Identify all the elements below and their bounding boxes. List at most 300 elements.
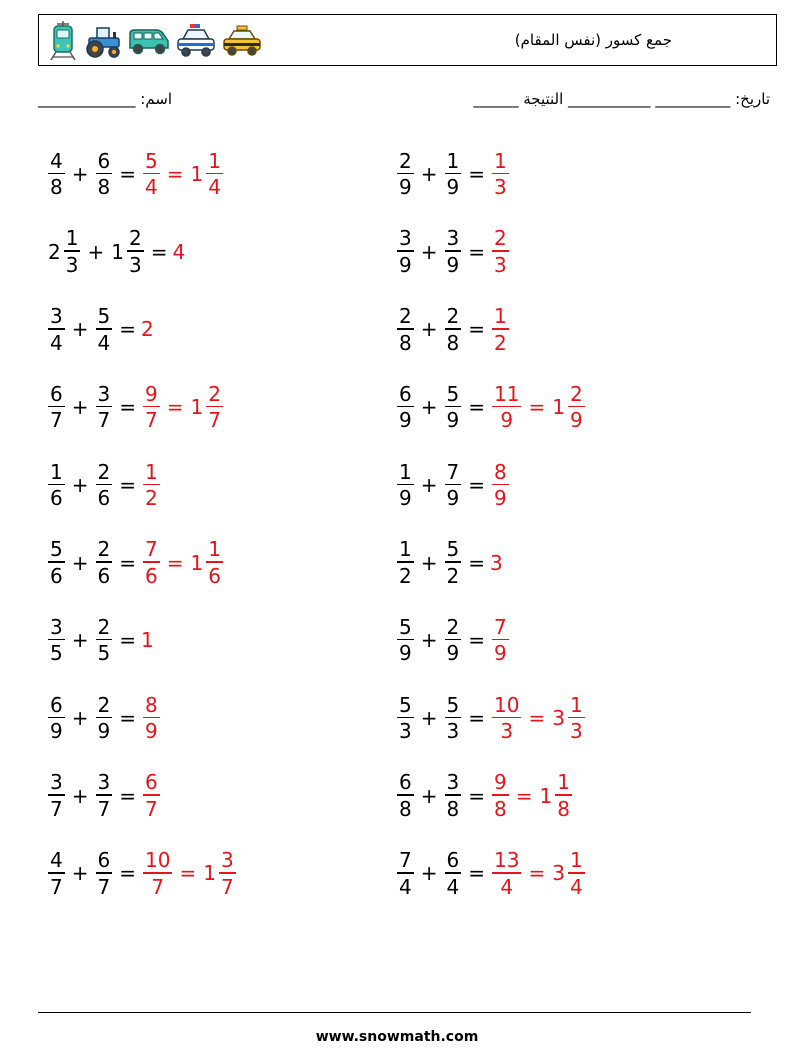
equals-sign: = [468, 628, 485, 653]
denominator: 9 [446, 408, 460, 433]
denominator: 8 [446, 330, 460, 355]
denominator: 9 [446, 252, 460, 277]
answer [490, 614, 511, 666]
denominator: 4 [399, 874, 412, 899]
worksheet-header [38, 14, 777, 66]
fraction [143, 148, 160, 200]
answer-equals-sign: = [528, 705, 546, 730]
operand [46, 306, 67, 353]
numerator: 1 [494, 304, 507, 329]
numerator: 3 [50, 304, 63, 329]
numerator: 5 [145, 148, 158, 173]
numerator: 2 [494, 226, 507, 251]
equals-sign: = [468, 783, 485, 808]
operand [46, 381, 67, 433]
numerator: 2 [399, 304, 412, 329]
mixed-whole: 3 [552, 705, 565, 730]
numerator: 4 [50, 148, 63, 173]
problem [395, 765, 574, 827]
denominator: 2 [446, 563, 460, 588]
fraction [397, 850, 414, 897]
equals-sign: = [150, 239, 168, 264]
numerator: 5 [446, 537, 460, 562]
fraction [568, 850, 585, 897]
fraction [206, 539, 223, 586]
fraction [555, 772, 572, 819]
police-car-icon [175, 23, 217, 59]
numerator: 6 [399, 770, 412, 795]
plus-sign: + [71, 395, 89, 420]
fraction [445, 381, 462, 433]
numerator: 5 [399, 614, 412, 639]
plus-sign: + [71, 628, 89, 653]
operand [395, 306, 416, 353]
operand [94, 850, 115, 897]
problem [46, 532, 225, 594]
mixed-whole: 1 [190, 162, 204, 186]
numerator: 6 [50, 381, 63, 406]
numerator: 6 [446, 848, 460, 873]
plus-sign: + [420, 239, 438, 264]
footer-divider [38, 1012, 751, 1013]
fraction [127, 228, 144, 275]
fraction [492, 772, 509, 819]
mixed-whole: 1 [552, 395, 565, 420]
answer-equals-sign: = [528, 861, 546, 886]
fraction [143, 381, 160, 433]
fraction [48, 539, 65, 586]
denominator: 6 [208, 563, 221, 588]
fraction [492, 850, 521, 897]
denominator: 8 [557, 796, 570, 821]
operand [395, 381, 416, 433]
equals-sign: = [468, 705, 485, 730]
numerator: 2 [569, 381, 583, 406]
denominator: 9 [446, 486, 460, 511]
answer [490, 381, 587, 433]
denominator: 3 [446, 719, 460, 744]
operand [94, 692, 115, 744]
denominator: 6 [145, 563, 158, 588]
operand [94, 772, 115, 819]
plus-sign: + [420, 317, 438, 342]
problem [46, 143, 225, 205]
fraction [397, 306, 414, 353]
numerator: 9 [494, 770, 507, 795]
numerator: 1 [446, 148, 460, 173]
operand [46, 692, 67, 744]
mixed-whole: 3 [552, 861, 565, 886]
denominator: 3 [65, 252, 79, 277]
answer [490, 459, 511, 511]
operand [46, 772, 67, 819]
operand [443, 306, 464, 353]
answer [490, 772, 574, 819]
denominator: 4 [569, 874, 583, 899]
fraction [96, 381, 113, 433]
fraction [445, 539, 462, 586]
fraction [445, 692, 462, 744]
answer [490, 550, 503, 575]
fraction [206, 148, 223, 200]
denominator: 8 [446, 796, 460, 821]
numerator: 3 [97, 381, 111, 406]
operand [395, 459, 416, 511]
numerator: 3 [220, 848, 234, 873]
denominator: 9 [50, 719, 63, 744]
denominator: 7 [97, 874, 111, 899]
answer-equals-sign: = [166, 162, 184, 186]
fraction [492, 228, 509, 275]
answer-whole: 3 [490, 550, 503, 575]
numerator: 4 [50, 848, 63, 873]
fraction [492, 614, 509, 666]
numerator: 7 [399, 848, 412, 873]
taxi-icon [221, 24, 263, 58]
plus-sign: + [420, 162, 438, 186]
numerator: 2 [399, 148, 412, 173]
plus-sign: + [71, 472, 89, 497]
answer [490, 692, 587, 744]
denominator: 9 [145, 719, 158, 744]
answer-equals-sign: = [515, 783, 533, 808]
answer [490, 306, 511, 353]
equals-sign: = [119, 472, 136, 497]
fraction [397, 459, 414, 511]
numerator: 5 [97, 304, 111, 329]
answer [172, 239, 186, 264]
fraction [143, 850, 172, 897]
equals-sign: = [119, 395, 136, 420]
numerator: 2 [97, 537, 111, 562]
fraction [492, 459, 509, 511]
denominator: 9 [399, 641, 412, 666]
fraction [397, 692, 414, 744]
denominator: 3 [569, 719, 583, 744]
numerator: 5 [446, 692, 460, 717]
fraction [96, 692, 113, 744]
fraction [206, 381, 223, 433]
numerator: 9 [145, 381, 158, 406]
denominator: 9 [446, 641, 460, 666]
fraction [492, 306, 509, 353]
numerator: 2 [97, 459, 111, 484]
operand [46, 148, 67, 200]
answer-whole: 4 [172, 239, 186, 264]
fraction [143, 772, 160, 819]
denominator: 7 [145, 408, 158, 433]
numerator: 2 [128, 226, 142, 251]
plus-sign: + [71, 705, 89, 730]
fraction [445, 850, 462, 897]
problem [395, 532, 503, 594]
operand [395, 148, 416, 200]
denominator: 4 [50, 330, 63, 355]
denominator: 7 [145, 796, 158, 821]
denominator: 3 [494, 252, 507, 277]
numerator: 1 [399, 459, 412, 484]
denominator: 8 [50, 175, 63, 200]
plus-sign: + [420, 472, 438, 497]
numerator: 11 [494, 381, 520, 406]
answer [141, 459, 162, 511]
problem [46, 221, 185, 283]
denominator: 7 [50, 796, 63, 821]
denominator: 8 [97, 175, 111, 200]
answer [141, 772, 162, 819]
plus-sign: + [420, 628, 438, 653]
fraction [96, 539, 113, 586]
operand [395, 850, 416, 897]
equals-sign: = [119, 705, 136, 730]
denominator: 3 [494, 175, 507, 200]
equals-sign: = [119, 861, 136, 886]
fraction [445, 148, 462, 200]
equals-sign: = [468, 317, 485, 342]
equals-sign: = [468, 861, 485, 886]
fraction [397, 228, 414, 275]
fraction [445, 459, 462, 511]
fraction [445, 772, 462, 819]
footer-url: www.snowmath.com [315, 1029, 479, 1045]
plus-sign: + [71, 317, 89, 342]
numerator: 5 [50, 537, 63, 562]
numerator: 1 [399, 537, 412, 562]
fraction [48, 614, 65, 666]
numerator: 3 [446, 226, 460, 251]
operand [46, 614, 67, 666]
fraction [143, 539, 160, 586]
denominator: 7 [220, 874, 234, 899]
plus-sign: + [71, 550, 89, 575]
equals-sign: = [468, 472, 485, 497]
denominator: 9 [446, 175, 460, 200]
denominator: 9 [569, 408, 583, 433]
fraction [492, 148, 509, 200]
numerator: 3 [50, 770, 63, 795]
answer-equals-sign: = [179, 861, 197, 886]
denominator: 9 [494, 641, 507, 666]
numerator: 2 [446, 304, 460, 329]
numerator: 10 [145, 848, 171, 873]
answer [141, 317, 154, 342]
mixed-whole: 1 [190, 550, 204, 575]
numerator: 8 [145, 692, 158, 717]
plus-sign: + [71, 783, 89, 808]
plus-sign: + [87, 239, 105, 264]
operand [94, 148, 115, 200]
denominator: 4 [446, 874, 460, 899]
denominator: 6 [97, 563, 111, 588]
problem [395, 609, 511, 671]
answer [141, 628, 154, 653]
fraction [143, 459, 160, 511]
fraction [397, 148, 414, 200]
answer-equals-sign: = [528, 395, 546, 420]
denominator: 5 [50, 641, 63, 666]
fraction [397, 772, 414, 819]
numerator: 8 [494, 459, 507, 484]
denominator: 9 [399, 408, 412, 433]
equals-sign: = [468, 550, 485, 575]
name-field: اسم: _____________ [38, 90, 173, 108]
fraction [397, 381, 414, 433]
numerator: 1 [569, 848, 583, 873]
whole-number: 1 [111, 239, 124, 264]
numerator: 2 [446, 614, 460, 639]
answer-equals-sign: = [166, 550, 184, 575]
fraction [48, 381, 65, 433]
denominator: 4 [500, 874, 514, 899]
fraction [48, 772, 65, 819]
problem [46, 609, 154, 671]
numerator: 3 [50, 614, 63, 639]
operand [395, 614, 416, 666]
fraction [48, 459, 65, 511]
numerator: 6 [50, 692, 63, 717]
problem [395, 298, 511, 360]
plus-sign: + [420, 705, 438, 730]
problem [46, 687, 162, 749]
tram-icon [47, 21, 79, 61]
denominator: 9 [97, 719, 111, 744]
equals-sign: = [119, 783, 136, 808]
answer [490, 148, 511, 200]
answer-whole: 1 [141, 628, 154, 653]
equals-sign: = [468, 162, 485, 186]
operand [46, 539, 67, 586]
vehicle-icons [47, 21, 263, 61]
operand [395, 692, 416, 744]
answer [490, 228, 511, 275]
answer [141, 148, 225, 200]
numerator: 2 [97, 614, 111, 639]
fraction [568, 381, 585, 433]
operand [443, 614, 464, 666]
numerator: 7 [446, 459, 460, 484]
numerator: 6 [97, 848, 111, 873]
mixed-whole: 1 [203, 861, 216, 886]
operand [443, 148, 464, 200]
denominator: 6 [50, 486, 63, 511]
tractor-icon [83, 24, 123, 58]
numerator: 7 [494, 614, 507, 639]
denominator: 9 [399, 252, 412, 277]
problem [46, 298, 154, 360]
problem [395, 454, 511, 516]
fraction [64, 228, 81, 275]
plus-sign: + [71, 162, 89, 186]
operand [46, 459, 67, 511]
answer [141, 539, 225, 586]
answer [141, 692, 162, 744]
denominator: 3 [128, 252, 142, 277]
operand [109, 228, 145, 275]
fraction [397, 614, 414, 666]
operand [443, 381, 464, 433]
equals-sign: = [119, 162, 136, 186]
answer [141, 381, 225, 433]
fraction [492, 381, 521, 433]
operand [94, 459, 115, 511]
fraction [96, 850, 113, 897]
denominator: 8 [399, 330, 412, 355]
numerator: 1 [208, 537, 221, 562]
denominator: 8 [494, 796, 507, 821]
numerator: 1 [569, 692, 583, 717]
fraction [48, 692, 65, 744]
denominator: 4 [145, 175, 158, 200]
van-icon [127, 26, 171, 56]
numerator: 6 [399, 381, 412, 406]
fraction [219, 850, 236, 897]
fraction [48, 306, 65, 353]
fraction [48, 850, 65, 897]
fraction [96, 614, 113, 666]
numerator: 7 [145, 537, 158, 562]
numerator: 2 [208, 381, 221, 406]
numerator: 3 [446, 770, 460, 795]
problem [395, 687, 587, 749]
answer-equals-sign: = [166, 395, 184, 420]
fraction [96, 459, 113, 511]
problem [395, 143, 511, 205]
denominator: 4 [208, 175, 221, 200]
plus-sign: + [420, 395, 438, 420]
operand [46, 228, 82, 275]
numerator: 6 [145, 770, 158, 795]
problem [395, 376, 587, 438]
fraction [445, 306, 462, 353]
denominator: 5 [97, 641, 111, 666]
denominator: 6 [50, 563, 63, 588]
fraction [48, 148, 65, 200]
mixed-whole: 1 [539, 783, 553, 808]
plus-sign: + [71, 861, 89, 886]
fraction [143, 692, 160, 744]
fraction [445, 228, 462, 275]
fraction [96, 772, 113, 819]
denominator: 9 [494, 486, 507, 511]
fraction [96, 148, 113, 200]
denominator: 4 [97, 330, 111, 355]
fraction [96, 306, 113, 353]
numerator: 10 [494, 692, 520, 717]
denominator: 8 [399, 796, 412, 821]
answer [141, 850, 238, 897]
operand [94, 614, 115, 666]
plus-sign: + [420, 550, 438, 575]
numerator: 1 [208, 148, 221, 173]
numerator: 3 [97, 770, 111, 795]
denominator: 2 [494, 330, 507, 355]
equals-sign: = [119, 317, 136, 342]
denominator: 6 [97, 486, 111, 511]
equals-sign: = [119, 550, 136, 575]
operand [395, 772, 416, 819]
operand [94, 381, 115, 433]
denominator: 2 [145, 486, 158, 511]
denominator: 9 [399, 486, 412, 511]
answer-whole: 2 [141, 317, 154, 342]
worksheet-title: جمع كسور (نفس المقام) [514, 31, 672, 49]
mixed-whole: 1 [190, 395, 204, 420]
fraction [492, 692, 521, 744]
operand [443, 692, 464, 744]
denominator: 7 [50, 874, 63, 899]
operand [94, 539, 115, 586]
problem [395, 842, 587, 904]
